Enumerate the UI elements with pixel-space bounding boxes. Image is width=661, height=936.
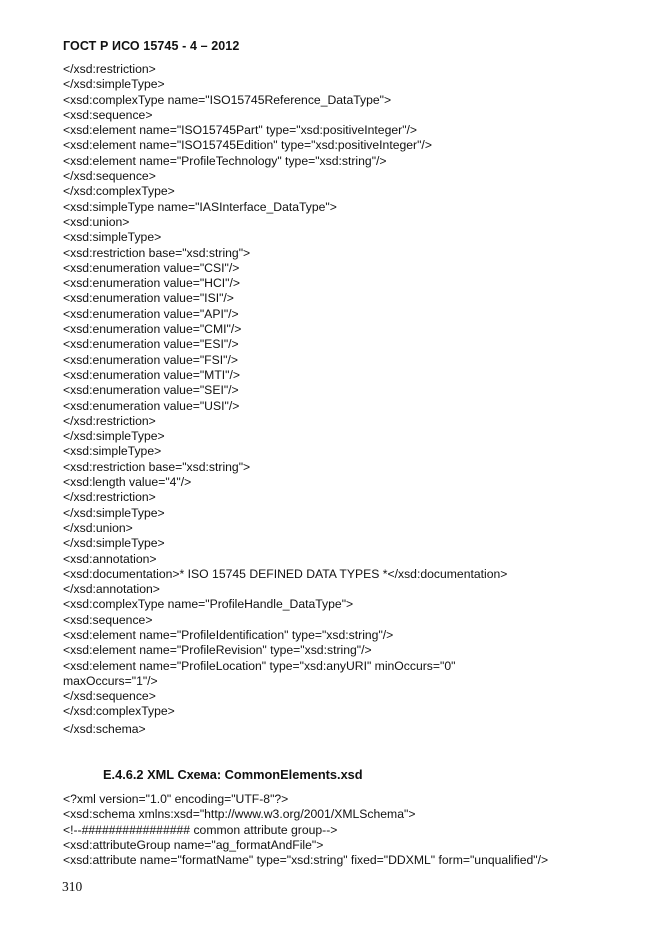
xsd-code-block-1	[63, 62, 623, 737]
code-line: <xsd:element name="ProfileTechnology" type="xsd:string"/>	[63, 153, 387, 168]
code-line: <?xml version="1.0" encoding="UTF-8"?>	[63, 792, 289, 806]
code-line: <!--################ common attribute group-->	[63, 822, 338, 837]
code-line: <xsd:annotation>	[63, 551, 157, 566]
code-line: <xsd:enumeration value="ISI"/>	[63, 291, 234, 306]
code-line: </xsd:restriction>	[63, 490, 156, 505]
code-line: </xsd:sequence>	[63, 689, 156, 704]
code-line: </xsd:union>	[63, 520, 133, 535]
code-line: </xsd:annotation>	[63, 582, 160, 597]
code-line: <xsd:simpleType name="IASInterface_DataType">	[63, 199, 337, 214]
code-line: <xsd:enumeration value="MTI"/>	[63, 367, 240, 382]
code-line: <xsd:sequence>	[63, 107, 153, 122]
code-line: </xsd:schema>	[63, 721, 146, 736]
section-heading: E.4.6.2 XML Схема: CommonElements.xsd	[103, 767, 363, 782]
code-line: </xsd:sequence>	[63, 169, 156, 184]
code-line: </xsd:simpleType>	[63, 505, 165, 520]
xsd-code-block-2	[63, 792, 623, 868]
code-line: maxOccurs="1"/>	[63, 673, 158, 688]
code-line: <xsd:element name="ISO15745Edition" type="xsd:positiveInteger"/>	[63, 138, 432, 153]
code-line: <xsd:sequence>	[63, 612, 153, 627]
code-line: <xsd:element name="ProfileIdentification" type="xsd:string"/>	[63, 627, 394, 642]
code-line: <xsd:enumeration value="SEI"/>	[63, 383, 239, 398]
code-line: <xsd:union>	[63, 214, 130, 229]
standard-header: ГОСТ Р ИСО 15745 - 4 – 2012	[63, 39, 240, 53]
code-line: <xsd:simpleType>	[63, 444, 162, 459]
code-line: <xsd:enumeration value="ESI"/>	[63, 337, 239, 352]
code-line: </xsd:complexType>	[63, 704, 175, 719]
code-line: <xsd:restriction base="xsd:string">	[63, 459, 251, 474]
code-line: <xsd:documentation>* ISO 15745 DEFINED DATA TYPES *</xsd:documentation>	[63, 566, 508, 581]
code-line: <xsd:element name="ProfileRevision" type="xsd:string"/>	[63, 643, 372, 658]
code-line: </xsd:simpleType>	[63, 77, 165, 92]
code-line: <xsd:enumeration value="CMI"/>	[63, 322, 242, 337]
code-line: </xsd:simpleType>	[63, 536, 165, 551]
code-line: <xsd:simpleType>	[63, 230, 162, 245]
code-line: <xsd:element name="ISO15745Part" type="xsd:positiveInteger"/>	[63, 123, 418, 138]
code-line: <xsd:schema xmlns:xsd="http://www.w3.org/2001/XMLSchema">	[63, 807, 416, 822]
code-line: </xsd:restriction>	[63, 62, 156, 76]
code-line: <xsd:complexType name="ProfileHandle_DataType">	[63, 597, 354, 612]
code-line: <xsd:enumeration value="HCI"/>	[63, 276, 241, 291]
code-line: <xsd:enumeration value="USI"/>	[63, 398, 240, 413]
code-line: <xsd:attributeGroup name="ag_formatAndFile">	[63, 837, 324, 852]
code-line: <xsd:enumeration value="CSI"/>	[63, 260, 240, 275]
code-line: </xsd:restriction>	[63, 413, 156, 428]
code-line: </xsd:complexType>	[63, 184, 175, 199]
code-line: <xsd:enumeration value="API"/>	[63, 306, 239, 321]
page-number: 310	[62, 879, 83, 894]
code-line: <xsd:element name="ProfileLocation" type="xsd:anyURI" minOccurs="0"	[63, 658, 456, 673]
code-line: <xsd:enumeration value="FSI"/>	[63, 352, 238, 367]
code-line: <xsd:restriction base="xsd:string">	[63, 245, 251, 260]
code-line: </xsd:simpleType>	[63, 429, 165, 444]
code-line: <xsd:complexType name="ISO15745Reference_DataType">	[63, 92, 392, 107]
code-line: <xsd:length value="4"/>	[63, 475, 192, 490]
code-line: <xsd:attribute name="formatName" type="xsd:string" fixed="DDXML" form="unqualified"/>	[63, 853, 549, 868]
